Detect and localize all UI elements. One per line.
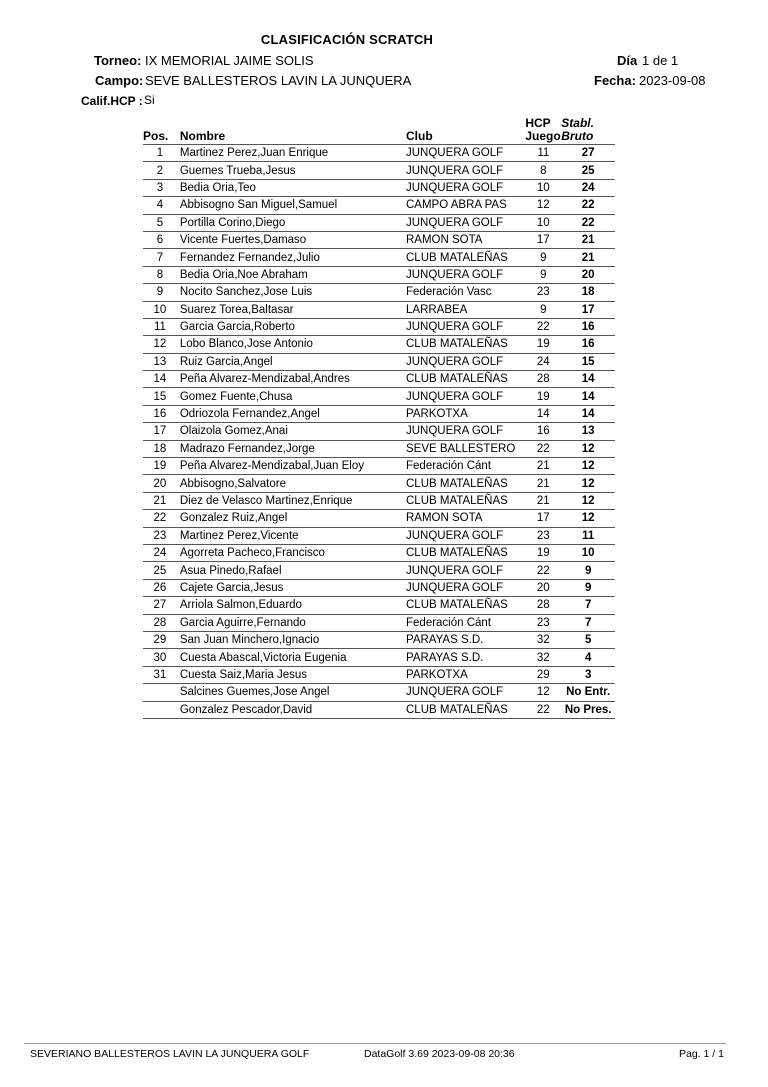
cell-club: JUNQUERA GOLF bbox=[406, 145, 525, 162]
cell-score: 7 bbox=[561, 614, 615, 631]
cell-club: CLUB MATALEÑAS bbox=[406, 492, 525, 509]
cell-hcp: 32 bbox=[525, 649, 561, 666]
table-row bbox=[143, 318, 615, 335]
cell-name: Cuesta Saiz,Maria Jesus bbox=[177, 666, 406, 683]
cell-name: Vicente Fuertes,Damaso bbox=[177, 231, 406, 248]
cell-score: 27 bbox=[561, 145, 615, 162]
cell-score: 16 bbox=[561, 318, 615, 335]
cell-name: Suarez Torea,Baltasar bbox=[177, 301, 406, 318]
cell-hcp: 9 bbox=[525, 249, 561, 266]
table-row bbox=[143, 249, 615, 266]
table-row bbox=[143, 284, 615, 301]
cell-pos: 5 bbox=[143, 214, 177, 231]
col-header-hcp bbox=[525, 112, 561, 145]
cell-name: Guemes Trueba,Jesus bbox=[177, 162, 406, 179]
cell-score: 25 bbox=[561, 162, 615, 179]
page-title: CLASIFICACIÓN SCRATCH bbox=[260, 32, 434, 47]
cell-name: Gonzalez Ruiz,Angel bbox=[177, 510, 406, 527]
cell-pos: 2 bbox=[143, 162, 177, 179]
table-row bbox=[143, 301, 615, 318]
table-header-row bbox=[143, 112, 615, 145]
cell-score: No Entr. bbox=[561, 684, 615, 701]
table-row bbox=[143, 214, 615, 231]
cell-hcp: 14 bbox=[525, 405, 561, 422]
cell-name: Olaizola Gomez,Anai bbox=[177, 423, 406, 440]
cell-name: Abbisogno,Salvatore bbox=[177, 475, 406, 492]
cell-hcp: 17 bbox=[525, 231, 561, 248]
fecha-label: Fecha: bbox=[594, 73, 636, 88]
cell-hcp: 8 bbox=[525, 162, 561, 179]
cell-club: CLUB MATALEÑAS bbox=[406, 475, 525, 492]
cell-club: PARKOTXA bbox=[406, 666, 525, 683]
cell-score: 12 bbox=[561, 440, 615, 457]
cell-score: 9 bbox=[561, 562, 615, 579]
cell-hcp: 12 bbox=[525, 684, 561, 701]
col-header-name: Nombre bbox=[177, 112, 406, 145]
cell-club: Federación Cánt bbox=[406, 614, 525, 631]
cell-score: 22 bbox=[561, 214, 615, 231]
cell-name: Garcia Garcia,Roberto bbox=[177, 318, 406, 335]
table-row bbox=[143, 231, 615, 248]
cell-club: CLUB MATALEÑAS bbox=[406, 371, 525, 388]
cell-name: Abbisogno San Miguel,Samuel bbox=[177, 197, 406, 214]
cell-pos: 30 bbox=[143, 649, 177, 666]
cell-score: 3 bbox=[561, 666, 615, 683]
cell-club: LARRABEA bbox=[406, 301, 525, 318]
cell-club: RAMON SOTA bbox=[406, 231, 525, 248]
footer-divider bbox=[24, 1043, 726, 1044]
cell-pos: 15 bbox=[143, 388, 177, 405]
cell-hcp: 24 bbox=[525, 353, 561, 370]
cell-club: JUNQUERA GOLF bbox=[406, 179, 525, 196]
cell-name: Lobo Blanco,Jose Antonio bbox=[177, 336, 406, 353]
footer-software: DataGolf 3.69 2023-09-08 20:36 bbox=[364, 1048, 515, 1060]
col-header-hcp-top: HCP bbox=[525, 116, 551, 130]
table-row bbox=[143, 492, 615, 509]
table-row bbox=[143, 579, 615, 596]
cell-hcp: 10 bbox=[525, 179, 561, 196]
cell-pos: 17 bbox=[143, 423, 177, 440]
cell-club: JUNQUERA GOLF bbox=[406, 266, 525, 283]
table-row bbox=[143, 510, 615, 527]
cell-pos: 27 bbox=[143, 597, 177, 614]
cell-hcp: 21 bbox=[525, 458, 561, 475]
campo-label: Campo: bbox=[95, 73, 144, 88]
col-header-pos: Pos. bbox=[143, 112, 177, 145]
cell-score: 5 bbox=[561, 631, 615, 648]
cell-hcp: 19 bbox=[525, 336, 561, 353]
cell-hcp: 22 bbox=[525, 440, 561, 457]
dia-label: Día bbox=[617, 53, 638, 68]
col-header-stab bbox=[561, 112, 615, 145]
table-row bbox=[143, 649, 615, 666]
cell-hcp: 22 bbox=[525, 318, 561, 335]
table-row bbox=[143, 597, 615, 614]
cell-pos: 18 bbox=[143, 440, 177, 457]
table-row bbox=[143, 353, 615, 370]
cell-pos: 29 bbox=[143, 631, 177, 648]
cell-club: JUNQUERA GOLF bbox=[406, 423, 525, 440]
cell-pos: 22 bbox=[143, 510, 177, 527]
cell-pos: 16 bbox=[143, 405, 177, 422]
cell-pos: 28 bbox=[143, 614, 177, 631]
cell-club: JUNQUERA GOLF bbox=[406, 579, 525, 596]
cell-club: JUNQUERA GOLF bbox=[406, 388, 525, 405]
cell-pos bbox=[143, 701, 177, 718]
cell-pos: 20 bbox=[143, 475, 177, 492]
cell-name: Arriola Salmon,Eduardo bbox=[177, 597, 406, 614]
cell-hcp: 20 bbox=[525, 579, 561, 596]
cell-hcp: 32 bbox=[525, 631, 561, 648]
dia-value: 1 de 1 bbox=[642, 53, 679, 68]
calif-hcp-value: Si bbox=[144, 93, 155, 107]
cell-name: Diez de Velasco Martinez,Enrique bbox=[177, 492, 406, 509]
cell-club: JUNQUERA GOLF bbox=[406, 318, 525, 335]
table-row bbox=[143, 614, 615, 631]
cell-name: Cuesta Abascal,Victoria Eugenia bbox=[177, 649, 406, 666]
cell-hcp: 28 bbox=[525, 597, 561, 614]
cell-hcp: 9 bbox=[525, 266, 561, 283]
cell-score: 17 bbox=[561, 301, 615, 318]
fecha-value: 2023-09-08 bbox=[639, 73, 706, 88]
cell-name: Martinez Perez,Vicente bbox=[177, 527, 406, 544]
table-row bbox=[143, 527, 615, 544]
campo-value: SEVE BALLESTEROS LAVIN LA JUNQUERA bbox=[145, 73, 412, 88]
cell-name: Gonzalez Pescador,David bbox=[177, 701, 406, 718]
table-row bbox=[143, 562, 615, 579]
cell-name: Gomez Fuente,Chusa bbox=[177, 388, 406, 405]
cell-score: 12 bbox=[561, 492, 615, 509]
footer-page: Pag. 1 / 1 bbox=[679, 1048, 724, 1060]
cell-pos: 19 bbox=[143, 458, 177, 475]
cell-hcp: 9 bbox=[525, 301, 561, 318]
table-row bbox=[143, 162, 615, 179]
col-header-stab-top: Stabl. bbox=[561, 116, 594, 130]
cell-hcp: 10 bbox=[525, 214, 561, 231]
cell-club: CLUB MATALEÑAS bbox=[406, 249, 525, 266]
cell-hcp: 23 bbox=[525, 527, 561, 544]
cell-club: RAMON SOTA bbox=[406, 510, 525, 527]
cell-club: CLUB MATALEÑAS bbox=[406, 336, 525, 353]
cell-score: 10 bbox=[561, 544, 615, 561]
results-table bbox=[143, 112, 615, 719]
cell-hcp: 19 bbox=[525, 544, 561, 561]
cell-score: 12 bbox=[561, 510, 615, 527]
cell-pos: 25 bbox=[143, 562, 177, 579]
table-row bbox=[143, 336, 615, 353]
cell-name: Portilla Corino,Diego bbox=[177, 214, 406, 231]
cell-club: CLUB MATALEÑAS bbox=[406, 701, 525, 718]
table-row bbox=[143, 388, 615, 405]
cell-club: PARAYAS S.D. bbox=[406, 649, 525, 666]
cell-hcp: 11 bbox=[525, 145, 561, 162]
cell-name: Cajete Garcia,Jesus bbox=[177, 579, 406, 596]
cell-pos: 8 bbox=[143, 266, 177, 283]
cell-name: Garcia Aguirre,Fernando bbox=[177, 614, 406, 631]
cell-pos: 24 bbox=[143, 544, 177, 561]
torneo-value: IX MEMORIAL JAIME SOLIS bbox=[145, 53, 314, 68]
cell-pos: 26 bbox=[143, 579, 177, 596]
table-row bbox=[143, 423, 615, 440]
cell-club: PARKOTXA bbox=[406, 405, 525, 422]
cell-name: Ruiz Garcia,Angel bbox=[177, 353, 406, 370]
cell-club: JUNQUERA GOLF bbox=[406, 562, 525, 579]
cell-hcp: 12 bbox=[525, 197, 561, 214]
cell-pos: 13 bbox=[143, 353, 177, 370]
cell-score: 24 bbox=[561, 179, 615, 196]
cell-score: 22 bbox=[561, 197, 615, 214]
cell-club: JUNQUERA GOLF bbox=[406, 214, 525, 231]
cell-name: Nocito Sanchez,Jose Luis bbox=[177, 284, 406, 301]
cell-score: 14 bbox=[561, 371, 615, 388]
cell-name: Odriozola Fernandez,Angel bbox=[177, 405, 406, 422]
cell-hcp: 23 bbox=[525, 284, 561, 301]
col-header-stab-bottom: Bruto bbox=[561, 129, 594, 143]
cell-score: 4 bbox=[561, 649, 615, 666]
table-row bbox=[143, 684, 615, 701]
cell-hcp: 23 bbox=[525, 614, 561, 631]
cell-name: Madrazo Fernandez,Jorge bbox=[177, 440, 406, 457]
cell-hcp: 17 bbox=[525, 510, 561, 527]
cell-hcp: 21 bbox=[525, 475, 561, 492]
cell-club: CAMPO ABRA PAS bbox=[406, 197, 525, 214]
cell-club: CLUB MATALEÑAS bbox=[406, 544, 525, 561]
table-row bbox=[143, 701, 615, 718]
cell-hcp: 19 bbox=[525, 388, 561, 405]
table-row bbox=[143, 197, 615, 214]
col-header-club: Club bbox=[406, 112, 525, 145]
torneo-label: Torneo: bbox=[94, 53, 142, 68]
cell-pos: 1 bbox=[143, 145, 177, 162]
cell-score: 21 bbox=[561, 249, 615, 266]
cell-score: 16 bbox=[561, 336, 615, 353]
cell-pos: 12 bbox=[143, 336, 177, 353]
cell-name: Asua Pinedo,Rafael bbox=[177, 562, 406, 579]
cell-hcp: 21 bbox=[525, 492, 561, 509]
cell-score: 11 bbox=[561, 527, 615, 544]
cell-hcp: 29 bbox=[525, 666, 561, 683]
cell-club: CLUB MATALEÑAS bbox=[406, 597, 525, 614]
cell-score: 13 bbox=[561, 423, 615, 440]
cell-name: Bedia Oria,Noe Abraham bbox=[177, 266, 406, 283]
cell-pos: 11 bbox=[143, 318, 177, 335]
cell-score: 20 bbox=[561, 266, 615, 283]
cell-score: 21 bbox=[561, 231, 615, 248]
cell-name: Peña Alvarez-Mendizabal,Juan Eloy bbox=[177, 458, 406, 475]
table-row bbox=[143, 631, 615, 648]
cell-club: PARAYAS S.D. bbox=[406, 631, 525, 648]
cell-score: 18 bbox=[561, 284, 615, 301]
cell-club: JUNQUERA GOLF bbox=[406, 527, 525, 544]
cell-pos: 4 bbox=[143, 197, 177, 214]
table-row bbox=[143, 544, 615, 561]
cell-club: JUNQUERA GOLF bbox=[406, 684, 525, 701]
cell-hcp: 16 bbox=[525, 423, 561, 440]
cell-score: 14 bbox=[561, 388, 615, 405]
cell-hcp: 22 bbox=[525, 562, 561, 579]
cell-name: Salcines Guemes,Jose Angel bbox=[177, 684, 406, 701]
cell-club: Federación Cánt bbox=[406, 458, 525, 475]
cell-club: SEVE BALLESTERO bbox=[406, 440, 525, 457]
cell-score: 12 bbox=[561, 458, 615, 475]
table-row bbox=[143, 266, 615, 283]
table-row bbox=[143, 475, 615, 492]
footer-club: SEVERIANO BALLESTEROS LAVIN LA JUNQUERA GOLF bbox=[30, 1048, 310, 1060]
table-row bbox=[143, 440, 615, 457]
cell-score: 12 bbox=[561, 475, 615, 492]
cell-pos: 6 bbox=[143, 231, 177, 248]
cell-name: Bedia Oria,Teo bbox=[177, 179, 406, 196]
cell-pos bbox=[143, 684, 177, 701]
table-row bbox=[143, 405, 615, 422]
table-row bbox=[143, 458, 615, 475]
cell-score: 15 bbox=[561, 353, 615, 370]
cell-club: Federación Vasc bbox=[406, 284, 525, 301]
calif-hcp-label: Calif.HCP : bbox=[81, 94, 143, 108]
cell-score: No Pres. bbox=[561, 701, 615, 718]
cell-club: JUNQUERA GOLF bbox=[406, 162, 525, 179]
cell-pos: 23 bbox=[143, 527, 177, 544]
cell-pos: 7 bbox=[143, 249, 177, 266]
col-header-hcp-bottom: Juego bbox=[525, 129, 561, 143]
table-row bbox=[143, 666, 615, 683]
table-row bbox=[143, 179, 615, 196]
cell-pos: 31 bbox=[143, 666, 177, 683]
table-row bbox=[143, 145, 615, 162]
cell-pos: 21 bbox=[143, 492, 177, 509]
cell-pos: 9 bbox=[143, 284, 177, 301]
cell-name: Fernandez Fernandez,Julio bbox=[177, 249, 406, 266]
cell-score: 9 bbox=[561, 579, 615, 596]
cell-score: 7 bbox=[561, 597, 615, 614]
cell-club: JUNQUERA GOLF bbox=[406, 353, 525, 370]
cell-name: Agorreta Pacheco,Francisco bbox=[177, 544, 406, 561]
results-body bbox=[143, 145, 615, 719]
table-row bbox=[143, 371, 615, 388]
cell-hcp: 22 bbox=[525, 701, 561, 718]
cell-pos: 3 bbox=[143, 179, 177, 196]
cell-hcp: 28 bbox=[525, 371, 561, 388]
cell-score: 14 bbox=[561, 405, 615, 422]
cell-name: San Juan Minchero,Ignacio bbox=[177, 631, 406, 648]
cell-name: Martinez Perez,Juan Enrique bbox=[177, 145, 406, 162]
cell-pos: 14 bbox=[143, 371, 177, 388]
cell-pos: 10 bbox=[143, 301, 177, 318]
cell-name: Peña Alvarez-Mendizabal,Andres bbox=[177, 371, 406, 388]
